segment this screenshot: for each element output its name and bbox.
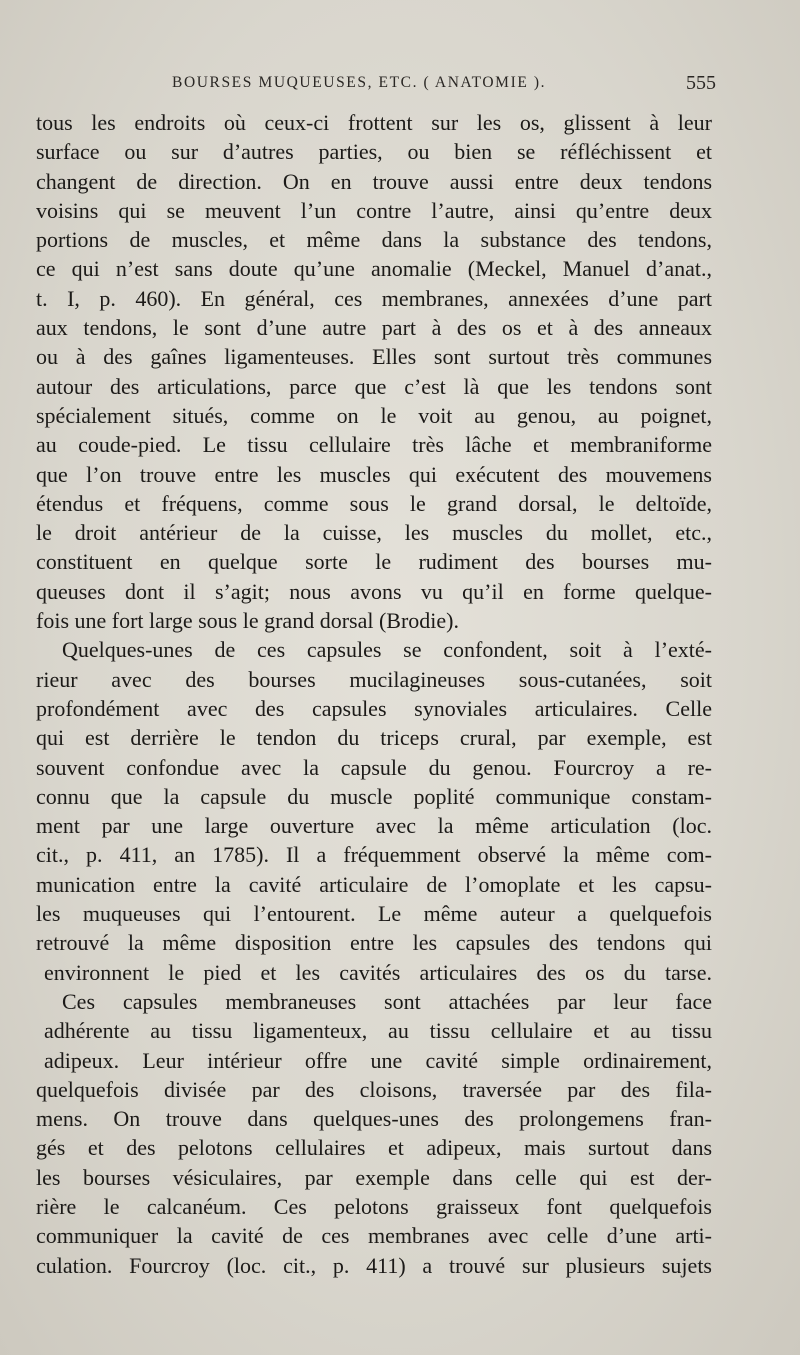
text-line: ment par une large ouverture avec la même articulation (loc.	[36, 813, 712, 839]
text-line: que l’on trouve entre les muscles qui exécutent des mouvemens	[36, 461, 712, 487]
text-line: munication entre la cavité articulaire de l’omoplate et les capsu-	[36, 871, 712, 897]
text-line: adipeux. Leur intérieur offre une cavité simple ordinairement,	[44, 1047, 712, 1073]
text-line: adhérente au tissu ligamenteux, au tissu cellulaire et au tissu	[44, 1018, 712, 1044]
text-line: t. I, p. 460). En général, ces membranes, annexées d’une part	[36, 285, 712, 311]
text-line: constituent en quelque sorte le rudiment des bourses mu-	[36, 549, 712, 575]
paragraph-first-line: Ces capsules membraneuses sont attachées par leur face	[62, 988, 712, 1014]
text-line: rieur avec des bourses mucilagineuses sous-cutanées, soit	[36, 666, 712, 692]
text-line: le droit antérieur de la cuisse, les muscles du mollet, etc.,	[36, 520, 712, 546]
text-line: profondément avec des capsules synoviales articulaires. Celle	[36, 695, 712, 721]
text-line: fois une fort large sous le grand dorsal (Brodie).	[36, 608, 459, 634]
text-line: voisins qui se meuvent l’un contre l’autre, ainsi qu’entre deux	[36, 197, 712, 223]
page-number: 555	[686, 72, 716, 94]
text-line: rière le calcanéum. Ces pelotons graisseux font quelquefois	[36, 1193, 712, 1219]
text-line: gés et des pelotons cellulaires et adipeux, mais surtout dans	[36, 1135, 712, 1161]
text-line: autour des articulations, parce que c’est là que les tendons sont	[36, 373, 712, 399]
page-header	[40, 72, 716, 104]
text-line: mens. On trouve dans quelques-unes des prolongemens fran-	[36, 1106, 712, 1132]
text-line: les muqueuses qui l’entourent. Le même auteur a quelquefois	[36, 901, 712, 927]
running-title: BOURSES MUQUEUSES, ETC. ( ANATOMIE ).	[172, 74, 547, 91]
text-line: au coude-pied. Le tissu cellulaire très lâche et membraniforme	[36, 432, 712, 458]
text-line: ce qui n’est sans doute qu’une anomalie (Meckel, Manuel d’anat.,	[36, 256, 712, 282]
text-line: tous les endroits où ceux-ci frottent sur les os, glissent à leur	[36, 110, 712, 135]
text-line: cit., p. 411, an 1785). Il a fréquemment observé la même com-	[36, 842, 712, 868]
text-line: portions de muscles, et même dans la substance des tendons,	[36, 227, 712, 253]
text-line: surface ou sur d’autres parties, ou bien se réfléchissent et	[36, 139, 712, 165]
text-line: les bourses vésiculaires, par exemple dans celle qui est der-	[36, 1164, 712, 1190]
text-line: culation. Fourcroy (loc. cit., p. 411) a trouvé sur plusieurs sujets	[36, 1252, 712, 1278]
text-line: qui est derrière le tendon du triceps crural, par exemple, est	[36, 725, 712, 751]
text-line: changent de direction. On en trouve aussi entre deux tendons	[36, 168, 712, 194]
text-line: spécialement situés, comme on le voit au genou, au poignet,	[36, 402, 712, 428]
text-line: souvent confondue avec la capsule du genou. Fourcroy a re-	[36, 754, 712, 780]
text-line: quelquefois divisée par des cloisons, traversée par des fila-	[36, 1076, 712, 1102]
text-line: aux tendons, le sont d’une autre part à des os et à des anneaux	[36, 315, 712, 341]
text-line: ou à des gaînes ligamenteuses. Elles sont surtout très communes	[36, 344, 712, 370]
paragraph-first-line: Quelques-unes de ces capsules se confondent, soit à l’exté-	[62, 637, 712, 663]
text-line: environnent le pied et les cavités articulaires des os du tarse.	[44, 959, 712, 985]
text-line: connu que la capsule du muscle poplité communique constam-	[36, 783, 712, 809]
text-line: retrouvé la même disposition entre les capsules des tendons qui	[36, 930, 712, 956]
text-line: étendus et fréquens, comme sous le grand dorsal, le deltoïde,	[36, 490, 712, 516]
body-text	[36, 108, 712, 1280]
text-line: communiquer la cavité de ces membranes avec celle d’une arti-	[36, 1223, 712, 1249]
text-line: queuses dont il s’agit; nous avons vu qu’il en forme quelque-	[36, 578, 712, 604]
